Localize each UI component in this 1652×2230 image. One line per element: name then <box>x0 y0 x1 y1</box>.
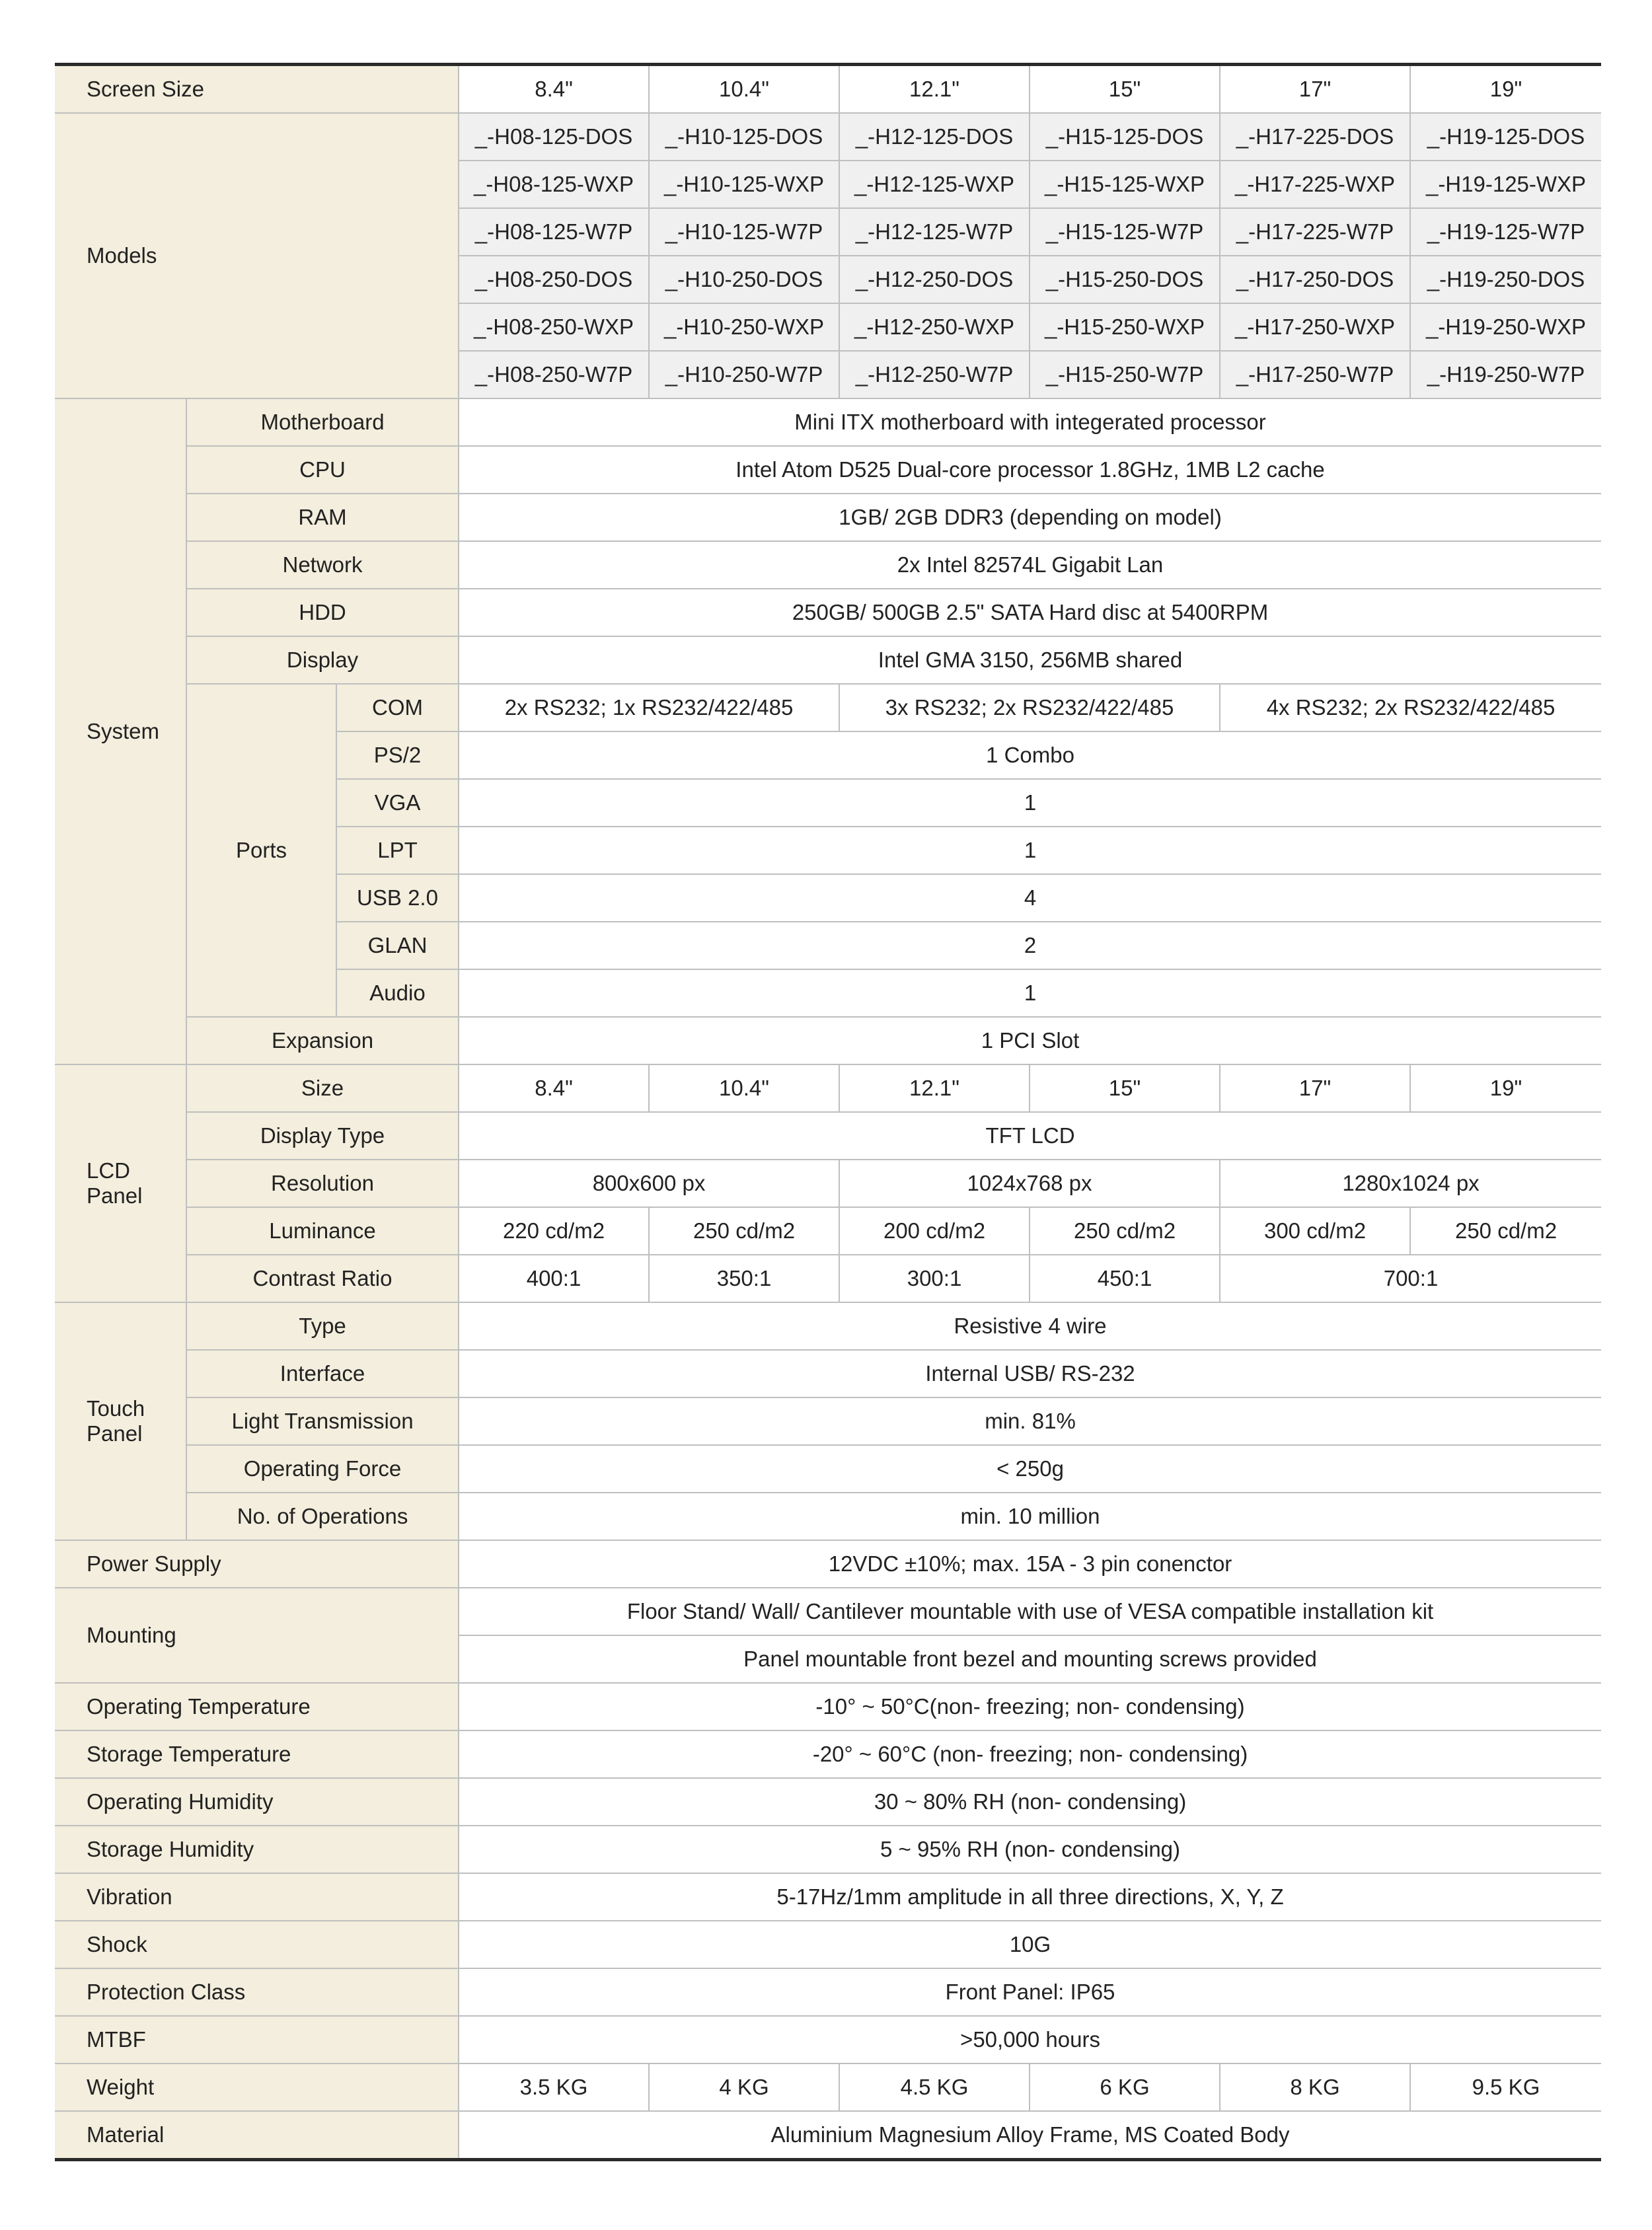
row-label: LPT <box>336 827 459 874</box>
value-cell: TFT LCD <box>459 1112 1601 1160</box>
value-cell: 4 KG <box>649 2063 839 2111</box>
model-cell: _-H15-250-WXP <box>1030 303 1220 351</box>
row-label: Display <box>186 636 459 684</box>
value-cell: 6 KG <box>1030 2063 1220 2111</box>
value-cell: 8 KG <box>1220 2063 1410 2111</box>
model-cell: _-H10-125-W7P <box>649 208 839 256</box>
value-cell: 4 <box>459 874 1601 922</box>
model-cell: _-H08-125-W7P <box>459 208 649 256</box>
value-cell: 350:1 <box>649 1255 839 1302</box>
row-label: Protection Class <box>55 1968 459 2016</box>
value-cell: 17" <box>1220 65 1410 114</box>
value-cell: 10G <box>459 1921 1601 1968</box>
model-cell: _-H19-250-DOS <box>1410 256 1601 303</box>
value-cell: 250GB/ 500GB 2.5" SATA Hard disc at 5400RPM <box>459 589 1601 636</box>
row-label: Storage Humidity <box>55 1826 459 1873</box>
row-label: USB 2.0 <box>336 874 459 922</box>
value-cell: min. 10 million <box>459 1493 1601 1540</box>
value-cell: 1280x1024 px <box>1220 1160 1601 1207</box>
value-cell: 10.4" <box>649 65 839 114</box>
row-label: Vibration <box>55 1873 459 1921</box>
row-label: Size <box>186 1064 459 1112</box>
row-operating-temperature <box>55 1683 1601 1730</box>
group-label-line: LCD <box>87 1158 131 1183</box>
row-motherboard <box>55 398 1601 446</box>
model-cell: _-H19-125-WXP <box>1410 161 1601 208</box>
row-mounting <box>55 1588 1601 1635</box>
value-cell: 17" <box>1220 1064 1410 1112</box>
value-cell: 15" <box>1030 65 1220 114</box>
row-models <box>55 113 1601 161</box>
row-com <box>55 684 1601 731</box>
value-cell: 9.5 KG <box>1410 2063 1601 2111</box>
row-light-transmission <box>55 1397 1601 1445</box>
value-cell: Floor Stand/ Wall/ Cantilever mountable with use of VESA compatible installation kit <box>459 1588 1601 1635</box>
row-label: Resolution <box>186 1160 459 1207</box>
model-cell: _-H10-250-WXP <box>649 303 839 351</box>
row-luminance <box>55 1207 1601 1255</box>
value-cell: 12.1" <box>839 65 1030 114</box>
row-label: Contrast Ratio <box>186 1255 459 1302</box>
model-cell: _-H12-125-W7P <box>839 208 1030 256</box>
row-operating-force <box>55 1445 1601 1493</box>
value-cell: 800x600 px <box>459 1160 839 1207</box>
model-cell: _-H15-125-W7P <box>1030 208 1220 256</box>
value-cell: 19" <box>1410 65 1601 114</box>
row-lcd-size <box>55 1064 1601 1112</box>
value-cell: Aluminium Magnesium Alloy Frame, MS Coated Body <box>459 2111 1601 2160</box>
value-cell: 300:1 <box>839 1255 1030 1302</box>
value-cell: Panel mountable front bezel and mounting screws provided <box>459 1635 1601 1683</box>
model-cell: _-H08-250-WXP <box>459 303 649 351</box>
row-label: Operating Force <box>186 1445 459 1493</box>
model-cell: _-H19-125-W7P <box>1410 208 1601 256</box>
model-cell: _-H17-250-DOS <box>1220 256 1410 303</box>
row-protection-class <box>55 1968 1601 2016</box>
model-cell: _-H10-125-DOS <box>649 113 839 161</box>
row-touch-type <box>55 1302 1601 1350</box>
row-ram <box>55 494 1601 541</box>
row-label: Operating Humidity <box>55 1778 459 1826</box>
row-label: Interface <box>186 1350 459 1397</box>
value-cell: 12VDC ±10%; max. 15A - 3 pin conenctor <box>459 1540 1601 1588</box>
value-cell: 200 cd/m2 <box>839 1207 1030 1255</box>
row-cpu <box>55 446 1601 494</box>
value-cell: 8.4" <box>459 1064 649 1112</box>
value-cell: 5-17Hz/1mm amplitude in all three directions, X, Y, Z <box>459 1873 1601 1921</box>
value-cell: 2x RS232; 1x RS232/422/485 <box>459 684 839 731</box>
group-label-system: System <box>55 398 186 1064</box>
value-cell: 1 Combo <box>459 731 1601 779</box>
row-label: Expansion <box>186 1017 459 1064</box>
model-cell: _-H15-250-W7P <box>1030 351 1220 398</box>
group-label-line: Touch <box>87 1396 145 1421</box>
row-label: Storage Temperature <box>55 1730 459 1778</box>
row-interface <box>55 1350 1601 1397</box>
row-contrast-ratio <box>55 1255 1601 1302</box>
value-cell: 2x Intel 82574L Gigabit Lan <box>459 541 1601 589</box>
group-label-ports: Ports <box>186 684 336 1017</box>
row-label: Shock <box>55 1921 459 1968</box>
row-label: Network <box>186 541 459 589</box>
group-label-touch-panel <box>55 1302 186 1540</box>
value-cell: Intel Atom D525 Dual-core processor 1.8GHz, 1MB L2 cache <box>459 446 1601 494</box>
row-label: Luminance <box>186 1207 459 1255</box>
model-cell: _-H12-250-WXP <box>839 303 1030 351</box>
model-cell: _-H10-250-W7P <box>649 351 839 398</box>
value-cell: 1 <box>459 969 1601 1017</box>
row-label: Mounting <box>55 1588 459 1683</box>
row-material <box>55 2111 1601 2160</box>
value-cell: 1 <box>459 779 1601 827</box>
value-cell: 8.4" <box>459 65 649 114</box>
row-label: HDD <box>186 589 459 636</box>
value-cell: 4.5 KG <box>839 2063 1030 2111</box>
value-cell: 4x RS232; 2x RS232/422/485 <box>1220 684 1601 731</box>
value-cell: Internal USB/ RS-232 <box>459 1350 1601 1397</box>
row-label: COM <box>336 684 459 731</box>
value-cell: 10.4" <box>649 1064 839 1112</box>
value-cell: 250 cd/m2 <box>1410 1207 1601 1255</box>
model-cell: _-H10-125-WXP <box>649 161 839 208</box>
row-label: Screen Size <box>55 65 459 114</box>
row-display <box>55 636 1601 684</box>
value-cell: 250 cd/m2 <box>649 1207 839 1255</box>
row-label: Display Type <box>186 1112 459 1160</box>
value-cell: 12.1" <box>839 1064 1030 1112</box>
row-vibration <box>55 1873 1601 1921</box>
row-expansion <box>55 1017 1601 1064</box>
row-label: No. of Operations <box>186 1493 459 1540</box>
row-storage-temperature <box>55 1730 1601 1778</box>
model-cell: _-H10-250-DOS <box>649 256 839 303</box>
row-label: RAM <box>186 494 459 541</box>
model-cell: _-H15-125-DOS <box>1030 113 1220 161</box>
value-cell: 250 cd/m2 <box>1030 1207 1220 1255</box>
value-cell: 300 cd/m2 <box>1220 1207 1410 1255</box>
row-network <box>55 541 1601 589</box>
model-cell: _-H08-125-WXP <box>459 161 649 208</box>
value-cell: 1024x768 px <box>839 1160 1220 1207</box>
row-no-of-operations <box>55 1493 1601 1540</box>
row-label: Material <box>55 2111 459 2160</box>
value-cell: 220 cd/m2 <box>459 1207 649 1255</box>
row-label: CPU <box>186 446 459 494</box>
model-cell: _-H17-225-WXP <box>1220 161 1410 208</box>
model-cell: _-H19-250-WXP <box>1410 303 1601 351</box>
value-cell: 2 <box>459 922 1601 969</box>
value-cell: min. 81% <box>459 1397 1601 1445</box>
value-cell: 15" <box>1030 1064 1220 1112</box>
row-label: VGA <box>336 779 459 827</box>
row-label: PS/2 <box>336 731 459 779</box>
value-cell: 1 <box>459 827 1601 874</box>
row-mtbf <box>55 2016 1601 2063</box>
row-hdd <box>55 589 1601 636</box>
value-cell: Mini ITX motherboard with integerated processor <box>459 398 1601 446</box>
model-cell: _-H17-250-W7P <box>1220 351 1410 398</box>
model-cell: _-H17-225-DOS <box>1220 113 1410 161</box>
value-cell: 5 ~ 95% RH (non- condensing) <box>459 1826 1601 1873</box>
row-shock <box>55 1921 1601 1968</box>
row-weight <box>55 2063 1601 2111</box>
model-cell: _-H15-250-DOS <box>1030 256 1220 303</box>
row-storage-humidity <box>55 1826 1601 1873</box>
value-cell: Resistive 4 wire <box>459 1302 1601 1350</box>
group-label-line: Panel <box>87 1183 143 1208</box>
model-cell: _-H12-250-DOS <box>839 256 1030 303</box>
spec-table <box>55 63 1601 2161</box>
row-label: Type <box>186 1302 459 1350</box>
value-cell: Intel GMA 3150, 256MB shared <box>459 636 1601 684</box>
model-cell: _-H19-250-W7P <box>1410 351 1601 398</box>
model-cell: _-H17-250-WXP <box>1220 303 1410 351</box>
value-cell: 450:1 <box>1030 1255 1220 1302</box>
model-cell: _-H08-250-DOS <box>459 256 649 303</box>
value-cell: 400:1 <box>459 1255 649 1302</box>
model-cell: _-H17-225-W7P <box>1220 208 1410 256</box>
row-label: MTBF <box>55 2016 459 2063</box>
value-cell: < 250g <box>459 1445 1601 1493</box>
model-cell: _-H08-125-DOS <box>459 113 649 161</box>
model-cell: _-H12-125-WXP <box>839 161 1030 208</box>
row-screen-size <box>55 65 1601 114</box>
row-label: Light Transmission <box>186 1397 459 1445</box>
value-cell: 1GB/ 2GB DDR3 (depending on model) <box>459 494 1601 541</box>
row-power-supply <box>55 1540 1601 1588</box>
value-cell: >50,000 hours <box>459 2016 1601 2063</box>
row-label: Motherboard <box>186 398 459 446</box>
row-label: Power Supply <box>55 1540 459 1588</box>
model-cell: _-H12-125-DOS <box>839 113 1030 161</box>
value-cell: 1 PCI Slot <box>459 1017 1601 1064</box>
row-label: Weight <box>55 2063 459 2111</box>
model-cell: _-H19-125-DOS <box>1410 113 1601 161</box>
value-cell: 3x RS232; 2x RS232/422/485 <box>839 684 1220 731</box>
row-display-type <box>55 1112 1601 1160</box>
value-cell: -10° ~ 50°C(non- freezing; non- condensing) <box>459 1683 1601 1730</box>
value-cell: 700:1 <box>1220 1255 1601 1302</box>
model-cell: _-H12-250-W7P <box>839 351 1030 398</box>
model-cell: _-H15-125-WXP <box>1030 161 1220 208</box>
group-label-lcd-panel <box>55 1064 186 1302</box>
value-cell: 30 ~ 80% RH (non- condensing) <box>459 1778 1601 1826</box>
row-label: Models <box>55 113 459 398</box>
row-label: GLAN <box>336 922 459 969</box>
value-cell: 19" <box>1410 1064 1601 1112</box>
row-label: Audio <box>336 969 459 1017</box>
row-operating-humidity <box>55 1778 1601 1826</box>
row-resolution <box>55 1160 1601 1207</box>
group-label-line: Panel <box>87 1421 143 1446</box>
value-cell: -20° ~ 60°C (non- freezing; non- condensing) <box>459 1730 1601 1778</box>
value-cell: Front Panel: IP65 <box>459 1968 1601 2016</box>
value-cell: 3.5 KG <box>459 2063 649 2111</box>
model-cell: _-H08-250-W7P <box>459 351 649 398</box>
row-label: Operating Temperature <box>55 1683 459 1730</box>
